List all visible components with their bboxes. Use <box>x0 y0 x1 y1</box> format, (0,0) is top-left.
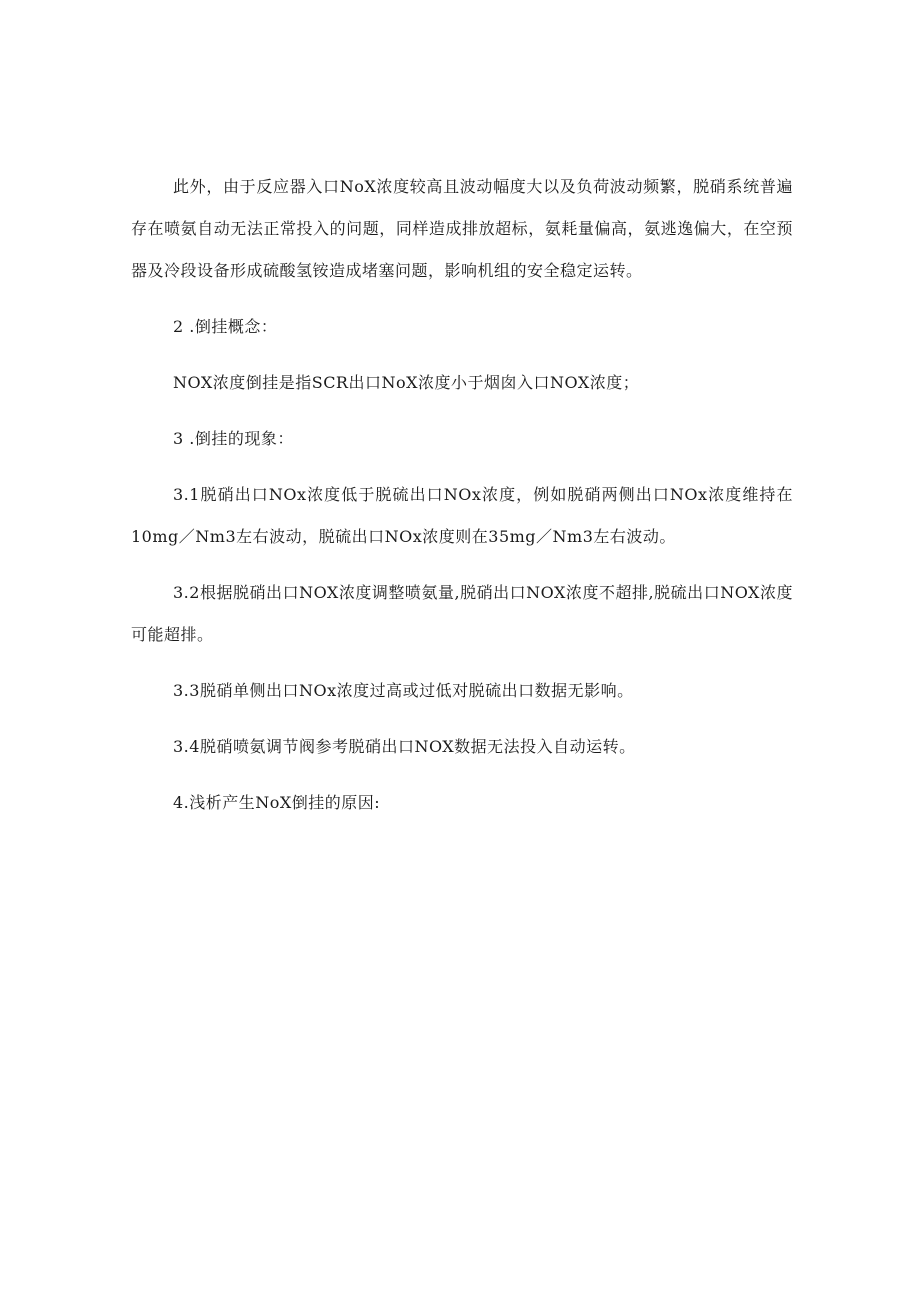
paragraph-intro: 此外，由于反应器入口NoX浓度较高且波动幅度大以及负荷波动频繁，脱硝系统普遍存在喷氨自动无法正常投入的问题，同样造成排放超标，氨耗量偏高，氨逃逸偏大，在空预器及冷段设备形成硫酸氢铵造成堵塞问题，影响机组的安全稳定运转。 <box>131 177 793 280</box>
heading-section-2: 2 .倒挂概念： <box>173 317 278 336</box>
heading-section-4: 4.浅析产生NoX倒挂的原因: <box>173 793 381 812</box>
paragraph-3-1: 3.1脱硝出口NOx浓度低于脱硫出口NOx浓度，例如脱硝两侧出口NOx浓度维持在10mg／Nm3左右波动，脱硫出口NOx浓度则在35mg／Nm3左右波动。 <box>131 485 793 546</box>
paragraph-3-2: 3.2根据脱硝出口NOX浓度调整喷氨量,脱硝出口NOX浓度不超排,脱硫出口NOX浓度可能超排。 <box>131 583 793 644</box>
paragraph-definition: NOX浓度倒挂是指SCR出口NoX浓度小于烟囱入口NOX浓度； <box>173 373 640 392</box>
heading-section-3: 3 .倒挂的现象： <box>173 429 294 448</box>
document-body <box>131 166 793 824</box>
paragraph-3-4: 3.4脱硝喷氨调节阀参考脱硝出口NOX数据无法投入自动运转。 <box>173 737 636 756</box>
paragraph-3-3: 3.3脱硝单侧出口NOx浓度过高或过低对脱硫出口数据无影响。 <box>173 681 634 700</box>
